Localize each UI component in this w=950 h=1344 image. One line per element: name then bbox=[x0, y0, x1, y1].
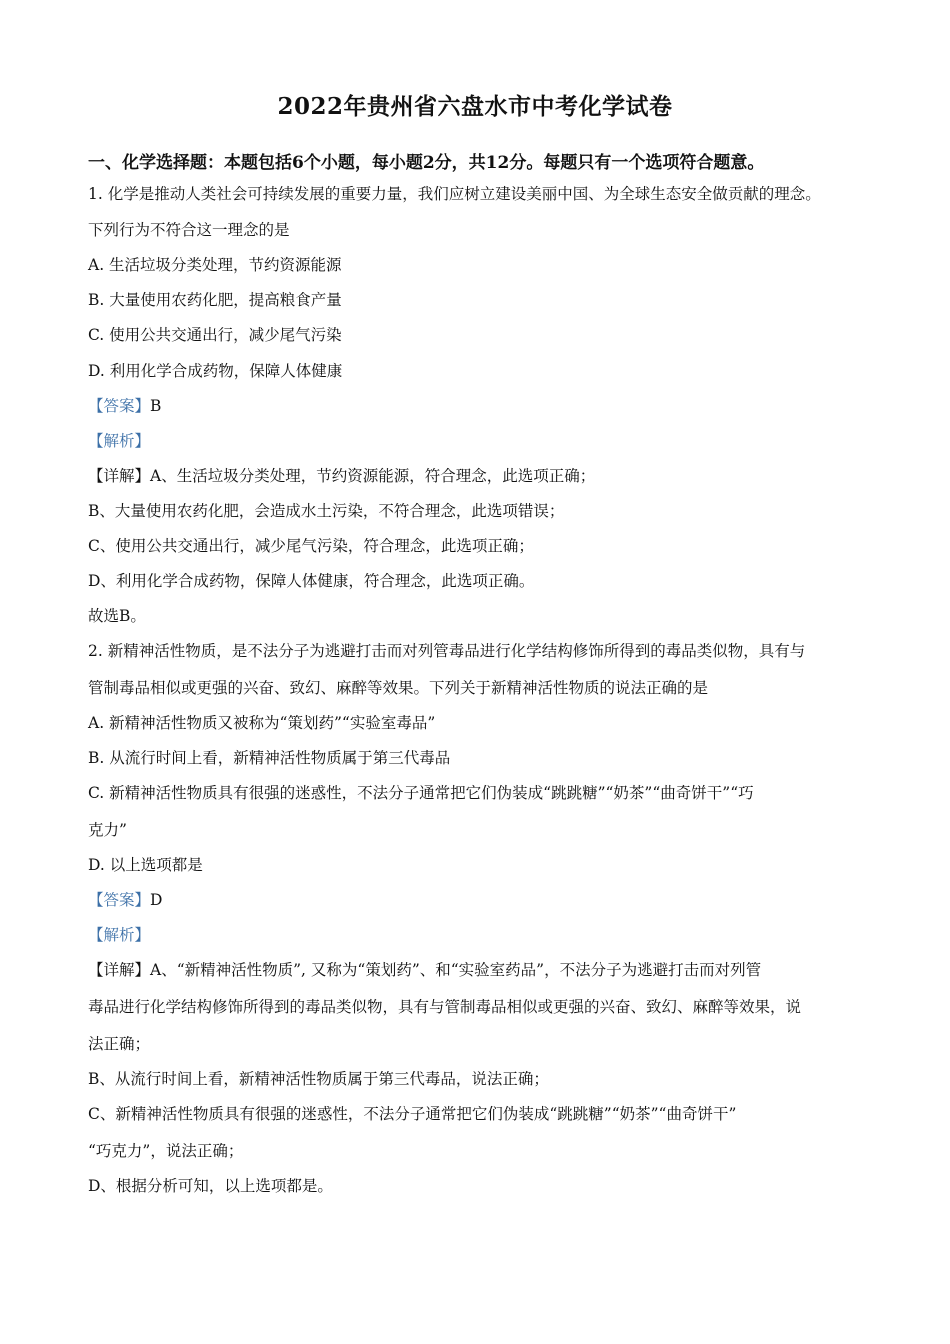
q1-detail-line-4: D、利用化学合成药物，保障人体健康，符合理念，此选项正确。 bbox=[88, 572, 535, 590]
q2-option-c-line-2: 克力” bbox=[88, 821, 127, 839]
detail-tag: 【详解】 bbox=[88, 467, 151, 485]
q2-answer bbox=[88, 890, 162, 910]
q2-option-a: A. 新精神活性物质又被称为“策划药”“实验室毒品” bbox=[88, 714, 436, 732]
q2-detail-line-6: “巧克力”，说法正确； bbox=[88, 1142, 244, 1160]
section-heading: 一、化学选择题：本题包括6个小题，每小题2分，共12分。每题只有一个选项符合题意。 bbox=[88, 153, 765, 173]
q1-answer bbox=[88, 396, 161, 416]
q2-detail-line-5: C、新精神活性物质具有很强的迷惑性，不法分子通常把它们伪装成“跳跳糖”“奶茶”“曲奇饼干” bbox=[88, 1105, 737, 1123]
q1-analysis-tag: 【解析】 bbox=[88, 432, 151, 450]
answer-tag: 【答案】 bbox=[88, 891, 151, 909]
q2-option-d: D. 以上选项都是 bbox=[88, 856, 203, 874]
answer-tag: 【答案】 bbox=[88, 397, 151, 415]
detail-tag: 【详解】 bbox=[88, 961, 151, 979]
page-title: 2022年贵州省六盘水市中考化学试卷 bbox=[277, 93, 673, 120]
q1-conclusion: 故选B。 bbox=[88, 607, 146, 625]
q2-detail-line-1 bbox=[88, 960, 761, 980]
q1-detail-line-3: C、使用公共交通出行，减少尾气污染，符合理念，此选项正确； bbox=[88, 537, 534, 555]
q1-stem-line-2: 下列行为不符合这一理念的是 bbox=[88, 221, 290, 239]
q1-option-a: A. 生活垃圾分类处理，节约资源能源 bbox=[88, 256, 342, 274]
q1-detail-line-1 bbox=[88, 466, 595, 486]
detail-text: A、生活垃圾分类处理，节约资源能源，符合理念，此选项正确； bbox=[150, 467, 596, 485]
q2-option-b: B. 从流行时间上看，新精神活性物质属于第三代毒品 bbox=[88, 749, 451, 767]
answer-value: B bbox=[150, 397, 162, 415]
q2-option-c-line-1: C. 新精神活性物质具有很强的迷惑性，不法分子通常把它们伪装成“跳跳糖”“奶茶”“曲奇饼干”“巧 bbox=[88, 784, 754, 802]
answer-value: D bbox=[150, 891, 163, 909]
q2-stem-line-1: 2. 新精神活性物质，是不法分子为逃避打击而对列管毒品进行化学结构修饰所得到的毒品类似物，具有与 bbox=[88, 642, 806, 660]
q1-option-d: D. 利用化学合成药物，保障人体健康 bbox=[88, 362, 343, 380]
q1-stem-line-1: 1. 化学是推动人类社会可持续发展的重要力量，我们应树立建设美丽中国、为全球生态安全做贡献的理念。 bbox=[88, 185, 821, 203]
detail-text: A、“新精神活性物质”, 又称为“策划药”、和“实验室药品”，不法分子为逃避打击而对列管 bbox=[150, 961, 762, 979]
q2-stem-line-2: 管制毒品相似或更强的兴奋、致幻、麻醉等效果。下列关于新精神活性物质的说法正确的是 bbox=[88, 679, 709, 697]
q1-option-b: B. 大量使用农药化肥，提高粮食产量 bbox=[88, 291, 342, 309]
q2-detail-line-3: 法正确； bbox=[88, 1035, 151, 1053]
q2-detail-line-4: B、从流行时间上看，新精神活性物质属于第三代毒品，说法正确； bbox=[88, 1070, 549, 1088]
q2-analysis-tag: 【解析】 bbox=[88, 926, 151, 944]
q2-detail-line-7: D、根据分析可知，以上选项都是。 bbox=[88, 1177, 333, 1195]
q1-option-c: C. 使用公共交通出行，减少尾气污染 bbox=[88, 326, 342, 344]
q1-detail-line-2: B、大量使用农药化肥，会造成水土污染，不符合理念，此选项错误； bbox=[88, 502, 565, 520]
q2-detail-line-2: 毒品进行化学结构修饰所得到的毒品类似物，具有与管制毒品相似或更强的兴奋、致幻、麻醉等效果，说 bbox=[88, 998, 802, 1016]
